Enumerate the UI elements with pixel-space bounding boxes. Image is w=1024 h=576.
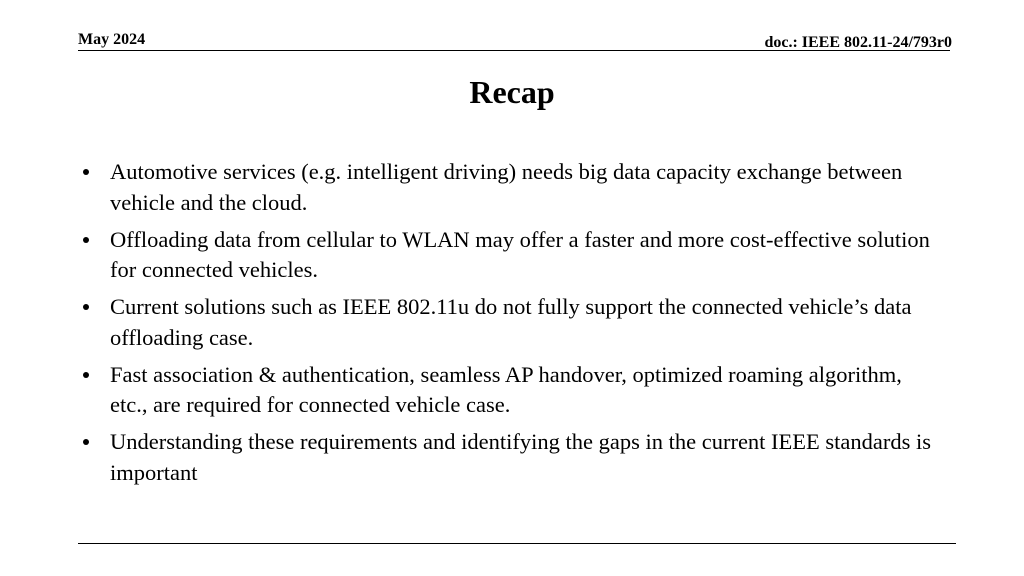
bullet-item (78, 157, 938, 218)
bullet-item (78, 427, 938, 488)
bullet-dot-icon (83, 304, 89, 310)
header-divider (78, 50, 950, 51)
bullet-list (78, 157, 938, 495)
bullet-item (78, 292, 938, 353)
header-doc-id: doc.: IEEE 802.11-24/793r0 (764, 34, 952, 51)
slide-title: Recap (469, 74, 555, 110)
bullet-dot-icon (83, 372, 89, 378)
bullet-dot-icon (83, 237, 89, 243)
bullet-text: Understanding these requirements and identifying the gaps in the current IEEE standards is important (110, 429, 932, 485)
bullet-text: Offloading data from cellular to WLAN may offer a faster and more cost-effective solution for connected vehicles. (110, 226, 930, 282)
bullet-dot-icon (83, 439, 89, 445)
bullet-text: Current solutions such as IEEE 802.11u do not fully support the connected vehicle’s data offloading case. (110, 294, 912, 350)
bullet-item (78, 360, 938, 421)
bullet-text: Automotive services (e.g. intelligent driving) needs big data capacity exchange between vehicle and the cloud. (110, 159, 903, 215)
bullet-item (78, 225, 938, 286)
bullet-dot-icon (83, 169, 89, 175)
footer-divider (78, 543, 956, 544)
header-date: May 2024 (78, 31, 146, 48)
bullet-text: Fast association & authentication, seamless AP handover, optimized roaming algorithm, etc., are required for connected vehicle case. (110, 361, 902, 417)
